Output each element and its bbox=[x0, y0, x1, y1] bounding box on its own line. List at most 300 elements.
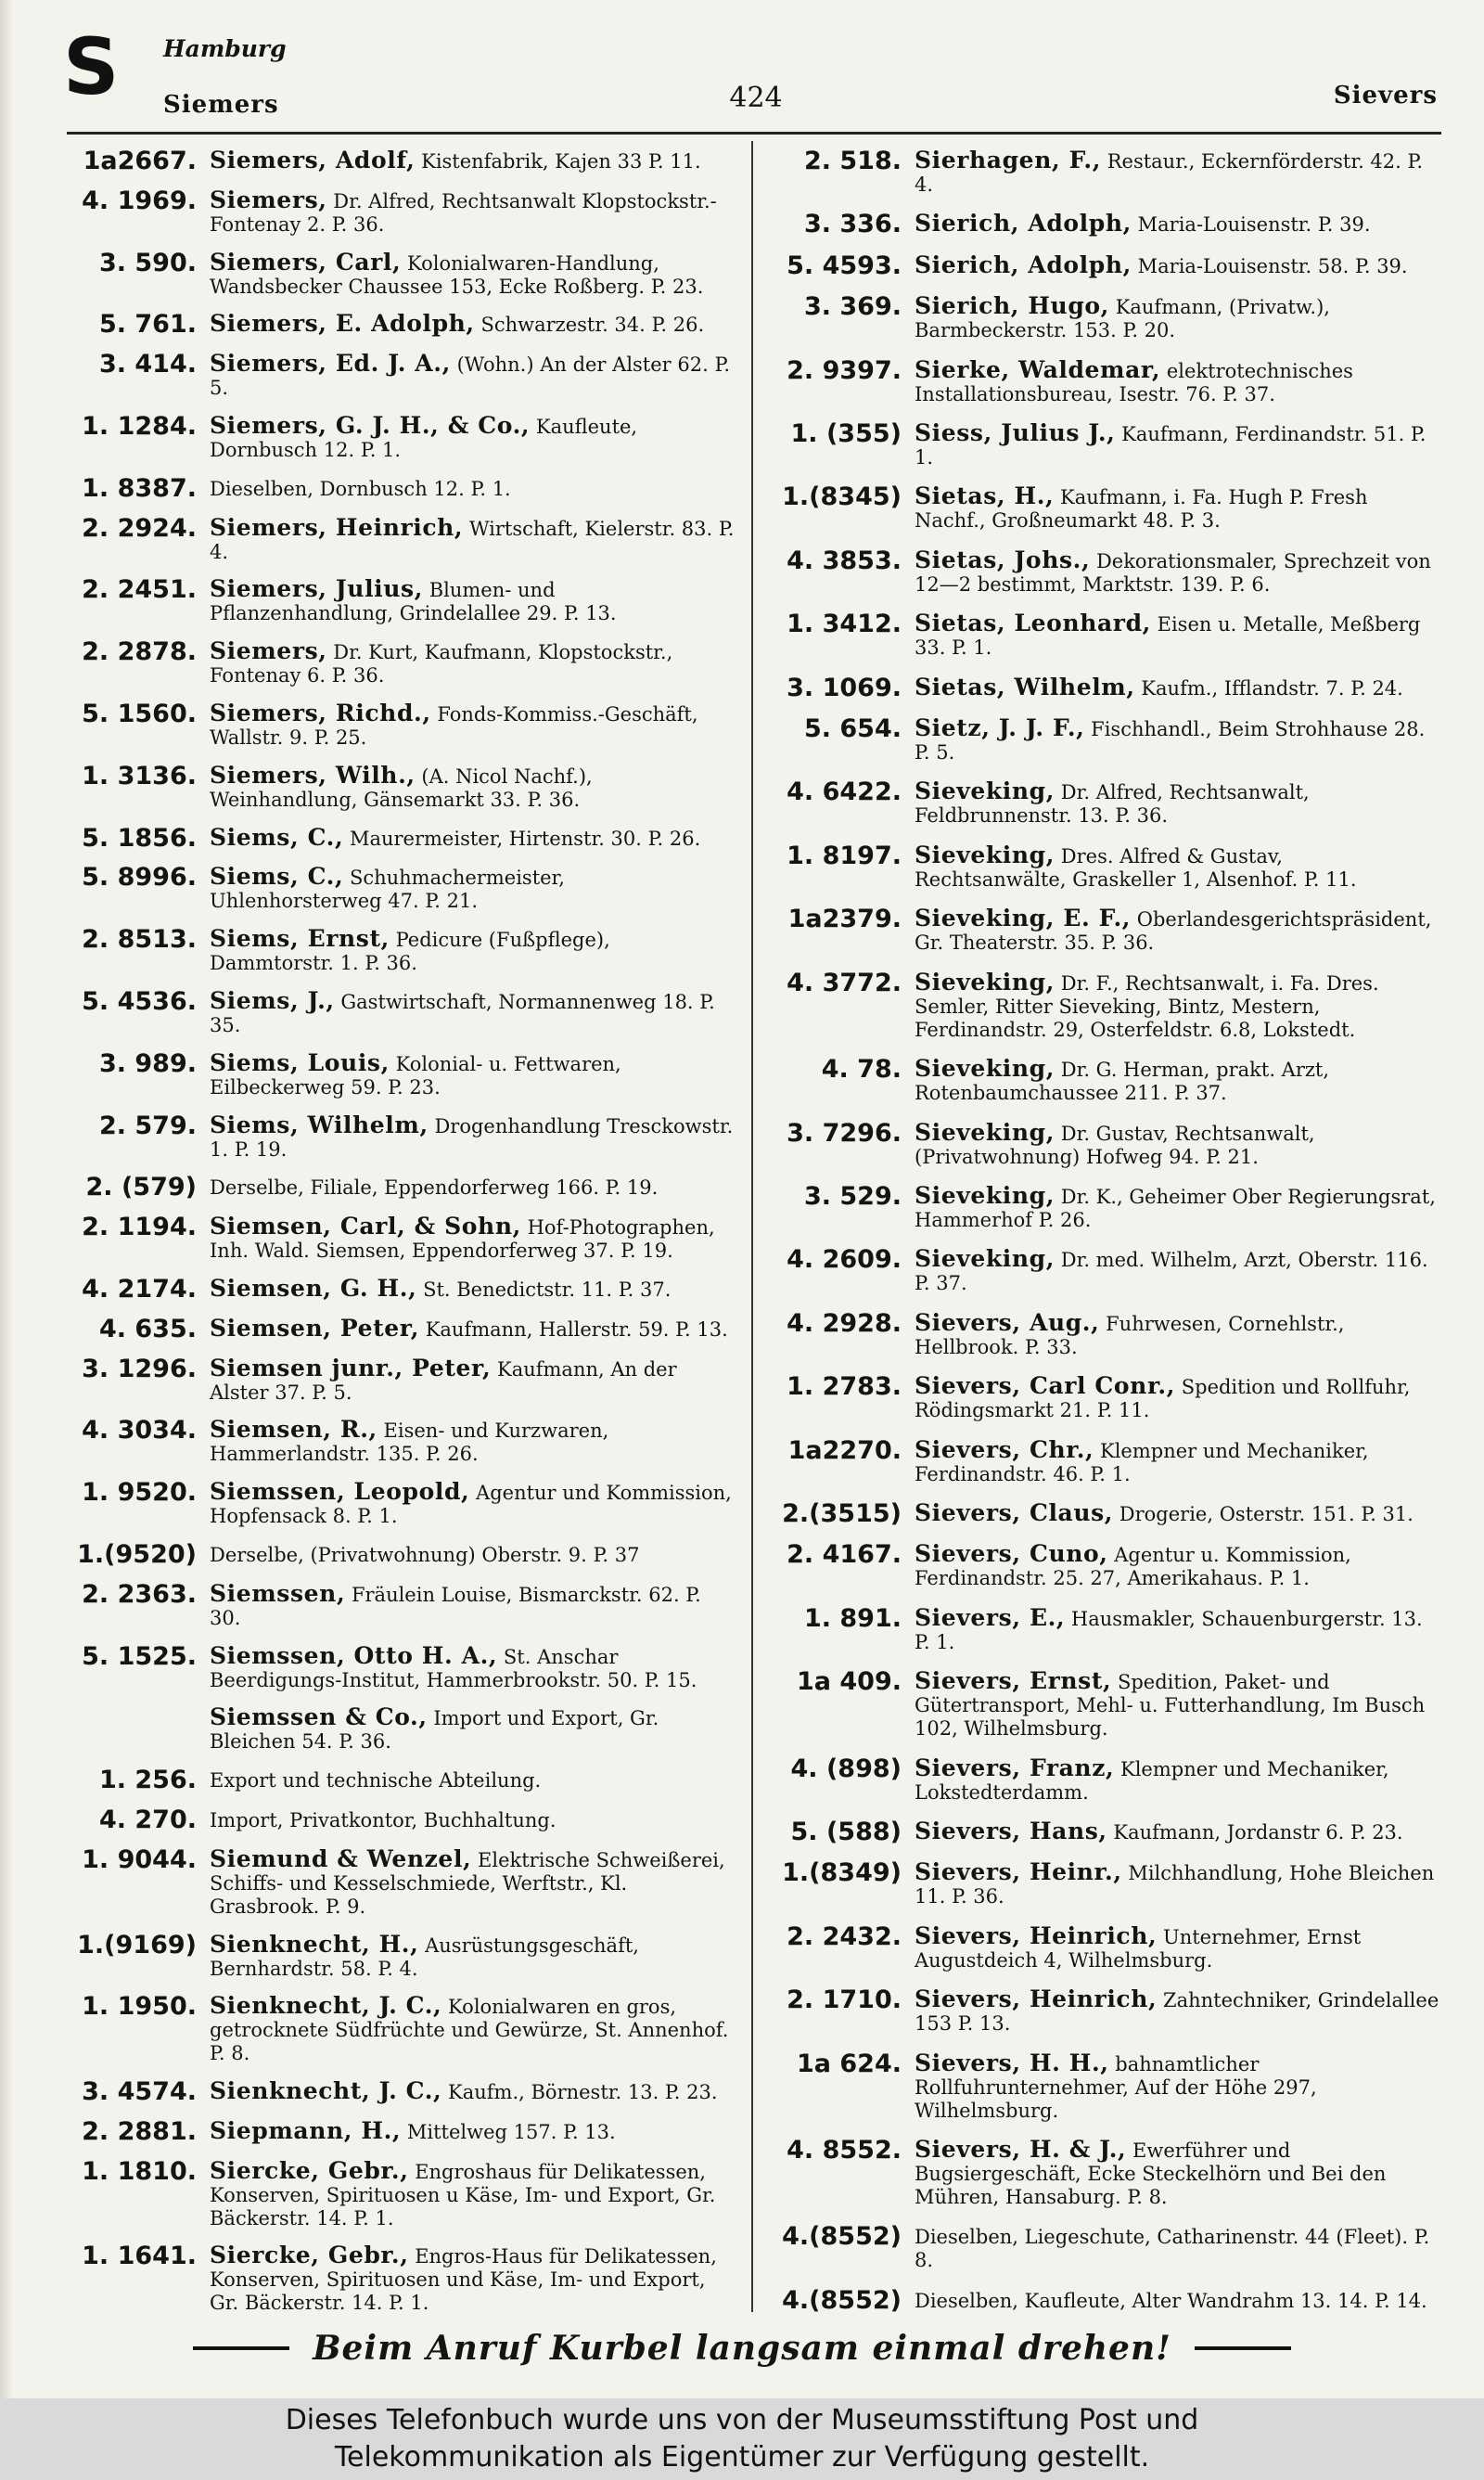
entry-text bbox=[915, 611, 1439, 660]
directory-entry bbox=[772, 414, 1439, 477]
subscriber-name: Sievers, Heinrich, bbox=[915, 1985, 1158, 2013]
subscriber-detail: Kaufmann, Ferdinandstr. 51. P. 1. bbox=[915, 423, 1426, 469]
phone-number: 4. 1969. bbox=[82, 186, 197, 215]
phone-number: 4. 2928. bbox=[787, 1308, 902, 1338]
city-title: Hamburg bbox=[163, 35, 287, 62]
entry-text bbox=[210, 1844, 735, 1919]
subscriber-detail: Hof-Photographen, Inh. Wald. Siemsen, Eppendorferweg 37. P. 19. bbox=[210, 1216, 715, 1263]
subscriber-detail: Kolonial- u. Fettwaren, Eilbeckerweg 59. P. 23. bbox=[210, 1052, 621, 1099]
subscriber-name: Siemsen, G. H., bbox=[210, 1274, 417, 1302]
phone-number: 3. 7296. bbox=[787, 1118, 902, 1148]
directory-entry bbox=[772, 2044, 1439, 2130]
directory-entry bbox=[67, 2236, 735, 2321]
subscriber-name: Siemund & Wenzel, bbox=[210, 1844, 472, 1872]
subscriber-name: Siems, Ernst, bbox=[210, 925, 390, 953]
entry-text bbox=[210, 476, 735, 501]
entry-text bbox=[210, 1930, 735, 1981]
subscriber-name: Sievers, H. & J., bbox=[915, 2136, 1127, 2163]
entry-text bbox=[915, 355, 1439, 406]
header-rule bbox=[67, 132, 1441, 135]
phone-number: 5. 8996. bbox=[82, 863, 197, 893]
directory-entry bbox=[772, 1535, 1439, 1598]
directory-entry bbox=[67, 1106, 735, 1168]
directory-entry bbox=[67, 2112, 735, 2152]
subscriber-name: Sievers, E., bbox=[915, 1603, 1066, 1631]
directory-entry bbox=[772, 2217, 1439, 2280]
phone-number: 2. 1194. bbox=[82, 1213, 197, 1242]
subscriber-detail: Eisen u. Metalle, Meßberg 33. P. 1. bbox=[915, 613, 1421, 660]
directory-entry bbox=[772, 1367, 1439, 1430]
entry-text bbox=[915, 1819, 1439, 1844]
subscriber-detail: Wirtschaft, Kielerstr. 83. P. 4. bbox=[210, 517, 735, 563]
subscriber-detail: Kaufm., Ifflandstr. 7. P. 24. bbox=[1141, 676, 1403, 700]
subscriber-detail: Fischhandl., Beim Strohhause 28. P. 5. bbox=[915, 718, 1426, 765]
entry-text bbox=[210, 312, 735, 337]
directory-entry bbox=[67, 570, 735, 632]
entry-text bbox=[210, 2156, 735, 2230]
entry-text bbox=[210, 1274, 735, 1302]
phone-number: 4. 635. bbox=[98, 1314, 197, 1343]
column-divider bbox=[751, 141, 753, 2312]
directory-entry bbox=[772, 1494, 1439, 1535]
entry-text bbox=[210, 1048, 735, 1099]
subscriber-detail: Engroshaus für Delikatessen, Konserven, Spirituosen u Käse, Im- und Export, Gr. Bäckerstr. 14. P. 1. bbox=[210, 2160, 716, 2229]
entry-text bbox=[915, 294, 1439, 342]
subscriber-detail: Hausmakler, Schauenburgerstr. 13. P. 1. bbox=[915, 1607, 1423, 1653]
subscriber-detail: Kaufleute, Dornbusch 12. P. 1. bbox=[210, 415, 638, 461]
directory-entry bbox=[67, 1472, 735, 1535]
entry-text bbox=[210, 148, 735, 173]
phone-number: 2. 2878. bbox=[82, 637, 197, 667]
entry-text bbox=[915, 1308, 1439, 1359]
subscriber-name: Siemers, bbox=[210, 186, 327, 213]
first-entry-header: Siemers bbox=[163, 91, 279, 119]
subscriber-detail: Kaufmann, Jordanstr 6. P. 23. bbox=[1113, 1820, 1403, 1844]
subscriber-detail: Schuhmachermeister, Uhlenhorsterweg 47. P. 21. bbox=[210, 867, 565, 913]
subscriber-detail: Drogerie, Osterstr. 151. P. 31. bbox=[1119, 1502, 1414, 1525]
phone-number: 3. 369. bbox=[803, 292, 902, 322]
phone-number: 2. 2363. bbox=[82, 1579, 197, 1609]
subscriber-name: Siercke, Gebr., bbox=[210, 2156, 409, 2184]
phone-number: 5. 4536. bbox=[82, 986, 197, 1016]
subscriber-detail: Spedition und Rollfuhr, Rödingsmarkt 21. P. 11. bbox=[915, 1376, 1411, 1422]
subscriber-detail: Spedition, Paket- und Gütertransport, Mehl- u. Futterhandlung, Im Busch 102, Wilhelmsburg. bbox=[915, 1671, 1426, 1741]
subscriber-name: Siemers, bbox=[210, 637, 327, 665]
entry-text bbox=[915, 1860, 1439, 1908]
directory-entry bbox=[772, 1304, 1439, 1367]
phone-number: 3. 336. bbox=[803, 210, 902, 239]
entry-text bbox=[915, 1756, 1439, 1805]
entry-text bbox=[915, 1247, 1439, 1295]
directory-entry bbox=[67, 1760, 735, 1800]
phone-number: 4. 6422. bbox=[787, 777, 902, 807]
directory-entry bbox=[772, 477, 1439, 540]
subscriber-detail: Dieselben, Dornbusch 12. P. 1. bbox=[210, 477, 511, 500]
entry-text bbox=[210, 639, 735, 687]
entry-text bbox=[915, 843, 1439, 892]
entry-text bbox=[210, 1175, 735, 1200]
directory-entry bbox=[67, 344, 735, 406]
phone-number: 1. 8197. bbox=[787, 841, 902, 870]
phone-number: 2. 518. bbox=[803, 147, 902, 175]
directory-entry bbox=[67, 919, 735, 982]
slogan-rule-left bbox=[193, 2346, 289, 2350]
directory-entry bbox=[772, 1113, 1439, 1176]
directory-entry bbox=[67, 1925, 735, 1987]
entry-text bbox=[210, 1113, 735, 1162]
subscriber-detail: (Wohn.) An der Alster 62. P. 5. bbox=[210, 353, 731, 400]
directory-entry bbox=[67, 1986, 735, 2072]
entry-text bbox=[210, 2243, 735, 2315]
entry-text bbox=[210, 865, 735, 913]
entry-text bbox=[210, 352, 735, 400]
directory-entry bbox=[67, 1349, 735, 1411]
subscriber-name: Siemsen, R., bbox=[210, 1416, 377, 1444]
subscriber-detail: Kaufmann, (Privatw.), Barmbeckerstr. 153. P. 20. bbox=[915, 296, 1330, 342]
phone-number: 4. 8552. bbox=[787, 2136, 902, 2165]
subscriber-detail: Kolonialwaren en gros, getrocknete Südfrüchte und Gewürze, St. Annenhof. P. 8. bbox=[210, 1996, 729, 2065]
entry-text bbox=[915, 1542, 1439, 1590]
subscriber-name: Sierke, Waldemar, bbox=[915, 355, 1161, 383]
phone-number: 1. 256. bbox=[98, 1766, 197, 1795]
phone-number: 5. 4593. bbox=[787, 251, 902, 280]
directory-entry bbox=[67, 2152, 735, 2237]
directory-entry bbox=[67, 1044, 735, 1106]
phone-number: 4. (898) bbox=[790, 1754, 902, 1783]
entry-text bbox=[210, 1356, 735, 1405]
subscriber-detail: Klempner und Mechaniker, Lokstedterdamm. bbox=[915, 1757, 1389, 1804]
subscriber-name: Sieveking, bbox=[915, 1055, 1055, 1083]
entry-text bbox=[210, 188, 735, 237]
subscriber-detail: Klempner und Mechaniker, Ferdinandstr. 46. P. 1. bbox=[915, 1439, 1369, 1485]
subscriber-name: Sienknecht, H., bbox=[210, 1930, 419, 1958]
subscriber-name: Sievers, Claus, bbox=[915, 1498, 1114, 1526]
directory-entry bbox=[772, 899, 1439, 962]
phone-number: 1a2270. bbox=[787, 1435, 902, 1465]
directory-entry bbox=[772, 836, 1439, 899]
entry-text bbox=[915, 716, 1439, 765]
subscriber-detail: Derselbe, Filiale, Eppendorferweg 166. P. 19. bbox=[210, 1176, 659, 1200]
phone-number: 1. 3136. bbox=[82, 761, 197, 790]
entry-text bbox=[915, 2224, 1439, 2272]
phone-number: 1a2379. bbox=[787, 905, 902, 934]
subscriber-detail: Fonds-Kommiss.-Geschäft, Wallstr. 9. P. 25. bbox=[210, 702, 698, 749]
subscriber-name: Sierich, Adolph, bbox=[915, 210, 1132, 238]
subscriber-detail: Import, Privatkontor, Buchhaltung. bbox=[210, 1808, 556, 1831]
entry-text bbox=[915, 2288, 1439, 2313]
subscriber-detail: Fräulein Louise, Bismarckstr. 62. P. 30. bbox=[210, 1583, 701, 1629]
subscriber-name: Sierhagen, F., bbox=[915, 147, 1102, 173]
entry-text bbox=[915, 2138, 1439, 2209]
subscriber-detail: Dr. med. Wilhelm, Arzt, Oberstr. 116. P. 37. bbox=[915, 1249, 1428, 1295]
directory-entry bbox=[67, 857, 735, 919]
subscriber-name: Siems, Louis, bbox=[210, 1048, 390, 1076]
subscriber-detail: Dr. Gustav, Rechtsanwalt, (Privatwohnung) Hofweg 94. P. 21. bbox=[915, 1122, 1315, 1168]
entry-text bbox=[210, 2116, 735, 2144]
phone-number: 5. (588) bbox=[790, 1817, 902, 1846]
entry-text bbox=[915, 484, 1439, 533]
directory-entry bbox=[772, 2281, 1439, 2321]
phone-number: 3. 1069. bbox=[787, 673, 902, 702]
directory-entry bbox=[67, 1309, 735, 1349]
directory-entry bbox=[67, 1410, 735, 1472]
subscriber-name: Siemers, Adolf, bbox=[210, 147, 416, 173]
directory-entry bbox=[67, 2072, 735, 2112]
subscriber-name: Sienknecht, J. C., bbox=[210, 1992, 442, 2020]
subscriber-detail: St. Anschar Beerdigungs-Institut, Hammerbrookstr. 50. P. 15. bbox=[210, 1645, 697, 1691]
subscriber-detail: (A. Nicol Nachf.), Weinhandlung, Gänsemarkt 33. P. 36. bbox=[210, 765, 593, 811]
directory-entry bbox=[772, 604, 1439, 667]
phone-number: 2. 579. bbox=[98, 1111, 197, 1140]
phone-number: 1.(9520) bbox=[77, 1539, 197, 1569]
directory-entry bbox=[67, 1269, 735, 1309]
ownership-note-line-1: Dieses Telefonbuch wurde uns von der Museumsstiftung Post und bbox=[285, 2404, 1199, 2436]
subscriber-detail: Drogenhandlung Tresckowstr. 1. P. 19. bbox=[210, 1114, 734, 1161]
phone-number: 3. 529. bbox=[803, 1181, 902, 1211]
subscriber-detail: Kaufmann, i. Fa. Hugh P. Fresh Nachf., Großneumarkt 48. P. 3. bbox=[915, 486, 1368, 533]
directory-entry bbox=[67, 243, 735, 305]
directory-entry bbox=[67, 304, 735, 344]
subscriber-detail: Kistenfabrik, Kajen 33 P. 11. bbox=[421, 150, 701, 173]
phone-number: 2. 9397. bbox=[787, 355, 902, 385]
subscriber-name: Sievers, Franz, bbox=[915, 1754, 1115, 1781]
phone-number: 3. 1296. bbox=[82, 1354, 197, 1383]
entry-text bbox=[210, 1480, 735, 1528]
subscriber-detail: Agentur u. Kommission, Ferdinandstr. 25. 27, Amerikahaus. P. 1. bbox=[915, 1544, 1351, 1590]
subscriber-detail: Zahntechniker, Grindelallee 153 P. 13. bbox=[915, 1989, 1439, 2036]
phone-number: 4. 3772. bbox=[787, 968, 902, 997]
subscriber-name: Siems, C., bbox=[210, 863, 344, 891]
subscriber-name: Sievers, Hans, bbox=[915, 1817, 1107, 1844]
entry-text bbox=[915, 2051, 1439, 2123]
slogan-rule-right bbox=[1195, 2346, 1291, 2350]
phone-number: 1. 1810. bbox=[82, 2156, 197, 2186]
phone-number: 4. 270. bbox=[98, 1805, 197, 1834]
phone-number: 3. 590. bbox=[98, 248, 197, 277]
entry-text bbox=[210, 248, 735, 299]
subscriber-detail: Agentur und Kommission, Hopfensack 8. P. 1. bbox=[210, 1482, 732, 1528]
subscriber-detail: elektrotechnisches Installationsbureau, Isestr. 76. P. 37. bbox=[915, 359, 1353, 405]
entry-text bbox=[915, 1987, 1439, 2036]
entry-text bbox=[210, 927, 735, 975]
subscriber-detail: Dres. Alfred & Gustav, Rechtsanwälte, Graskeller 1, Alsenhof. P. 11. bbox=[915, 844, 1357, 891]
phone-number: 5. 1560. bbox=[82, 699, 197, 728]
directory-entry bbox=[67, 406, 735, 469]
entry-text bbox=[915, 1181, 1439, 1232]
directory-entry bbox=[67, 1698, 735, 1760]
directory-entry bbox=[772, 287, 1439, 350]
subscriber-detail: Dr. Alfred, Rechtsanwalt Klopstockstr.-Fontenay 2. P. 36. bbox=[210, 189, 717, 236]
phone-number: 4. 2609. bbox=[787, 1245, 902, 1275]
subscriber-detail: Gastwirtschaft, Normannenweg 18. P. 35. bbox=[210, 990, 715, 1036]
subscriber-name: Sievers, Heinr., bbox=[915, 1858, 1122, 1886]
subscriber-detail: St. Benedictstr. 11. P. 37. bbox=[423, 1278, 672, 1301]
phone-number: 1. 891. bbox=[803, 1603, 902, 1633]
entry-text bbox=[210, 577, 735, 625]
phone-number: 2.(3515) bbox=[782, 1498, 902, 1528]
phone-number: 5. 654. bbox=[803, 714, 902, 744]
subscriber-name: Sierich, Hugo, bbox=[915, 292, 1109, 320]
phone-number: 2. 2432. bbox=[787, 1921, 902, 1951]
directory-entry bbox=[772, 2130, 1439, 2217]
subscriber-name: Sieveking, bbox=[915, 1181, 1055, 1209]
subscriber-detail: Maria-Louisenstr. 58. P. 39. bbox=[1137, 254, 1408, 277]
entry-text bbox=[210, 761, 735, 812]
entry-text bbox=[210, 1314, 735, 1342]
entry-text bbox=[915, 779, 1439, 828]
subscriber-detail: Fuhrwesen, Cornehlstr., Hellbrook. P. 33. bbox=[915, 1312, 1345, 1358]
subscriber-name: Sieveking, bbox=[915, 1118, 1055, 1146]
entry-text bbox=[210, 513, 735, 564]
directory-entry bbox=[772, 963, 1439, 1049]
entry-text bbox=[915, 548, 1439, 597]
directory-entry bbox=[67, 1574, 735, 1637]
subscriber-detail: Mittelweg 157. P. 13. bbox=[406, 2120, 616, 2143]
directory-entry bbox=[67, 469, 735, 508]
entry-text bbox=[210, 1994, 735, 2065]
phone-number: 1.(8345) bbox=[782, 482, 902, 512]
subscriber-name: Siemers, E. Adolph, bbox=[210, 310, 475, 338]
entry-text bbox=[210, 2079, 735, 2104]
subscriber-name: Sievers, Aug., bbox=[915, 1308, 1100, 1336]
subscriber-detail: Ewerführer und Bugsiergeschäft, Ecke Steckelhörn und Bei den Mühren, Hansaburg. P. 8. bbox=[915, 2139, 1387, 2208]
entry-text bbox=[210, 1807, 735, 1832]
page-number: 424 bbox=[729, 82, 783, 114]
directory-entry bbox=[67, 1637, 735, 1699]
directory-entry bbox=[67, 1167, 735, 1207]
subscriber-detail: Pedicure (Fußpflege), Dammtorstr. 1. P. 36. bbox=[210, 929, 610, 975]
subscriber-detail: Dekorationsmaler, Sprechzeit von 12—2 bestimmt, Marktstr. 139. P. 6. bbox=[915, 549, 1431, 596]
entry-text bbox=[915, 1669, 1439, 1741]
entry-text bbox=[915, 1921, 1439, 1972]
subscriber-name: Siemsen junr., Peter, bbox=[210, 1354, 492, 1381]
directory-entry bbox=[772, 351, 1439, 414]
entry-text bbox=[915, 1057, 1439, 1105]
directory-entry bbox=[772, 1240, 1439, 1303]
directory-entry bbox=[772, 1176, 1439, 1240]
last-entry-header: Sievers bbox=[1333, 82, 1438, 109]
subscriber-detail: Eisen- und Kurzwaren, Hammerlandstr. 135. P. 26. bbox=[210, 1420, 609, 1466]
directory-entry bbox=[67, 1800, 735, 1840]
directory-entry bbox=[67, 1840, 735, 1925]
directory-entry bbox=[67, 1207, 735, 1269]
phone-number: 5. 1525. bbox=[82, 1641, 197, 1671]
subscriber-detail: Dr. Alfred, Rechtsanwalt, Feldbrunnenstr. 13. P. 36. bbox=[915, 781, 1310, 828]
phone-number: 4. 3853. bbox=[787, 546, 902, 575]
subscriber-detail: Import und Export, Gr. Bleichen 54. P. 36. bbox=[210, 1707, 659, 1754]
subscriber-name: Sienknecht, J. C., bbox=[210, 2077, 442, 2105]
subscriber-name: Sietas, Johs., bbox=[915, 546, 1091, 573]
directory-entry bbox=[772, 1812, 1439, 1853]
subscriber-detail: Dr. G. Herman, prakt. Arzt, Rotenbaumchaussee 211. P. 37. bbox=[915, 1059, 1330, 1105]
phone-number: 4. 78. bbox=[821, 1055, 902, 1085]
subscriber-detail: Elektrische Schweißerei, Schiffs- und Kesselschmiede, Werftstr., Kl. Grasbrook. P. 9. bbox=[210, 1848, 725, 1918]
directory-entry bbox=[67, 756, 735, 818]
subscriber-name: Siemers, Heinrich, bbox=[210, 513, 464, 541]
subscriber-name: Siemsen, Carl, & Sohn, bbox=[210, 1213, 521, 1240]
entry-text bbox=[915, 1498, 1439, 1526]
subscriber-detail: Milchhandlung, Hohe Bleichen 11. P. 36. bbox=[915, 1862, 1435, 1908]
entry-text bbox=[210, 823, 735, 851]
entry-text bbox=[915, 253, 1439, 278]
phone-number: 4. 3034. bbox=[82, 1416, 197, 1446]
subscriber-name: Sietz, J. J. F., bbox=[915, 714, 1085, 742]
directory-entry bbox=[772, 709, 1439, 772]
subscriber-detail: Kaufmann, An der Alster 37. P. 5. bbox=[210, 1357, 677, 1404]
phone-number: 1. 9520. bbox=[82, 1478, 197, 1508]
entry-text bbox=[210, 986, 735, 1037]
entry-text bbox=[210, 1767, 735, 1793]
phone-number: 1. 9044. bbox=[82, 1844, 197, 1874]
subscriber-name: Siemssen, Leopold, bbox=[210, 1478, 470, 1506]
subscriber-detail: Dieselben, Kaufleute, Alter Wandrahm 13. 14. P. 14. bbox=[915, 2289, 1427, 2312]
phone-number: 3. 4574. bbox=[82, 2077, 197, 2107]
phone-number: 4. 2174. bbox=[82, 1274, 197, 1304]
subscriber-name: Siemers, Wilh., bbox=[210, 761, 416, 789]
subscriber-name: Siemers, Carl, bbox=[210, 248, 402, 276]
entry-text bbox=[210, 1641, 735, 1692]
subscriber-name: Siemssen & Co., bbox=[210, 1703, 428, 1731]
directory-entry bbox=[67, 632, 735, 694]
subscriber-name: Siemssen, Otto H. A., bbox=[210, 1641, 498, 1669]
directory-entry bbox=[772, 141, 1439, 204]
phone-number: 1. 3412. bbox=[787, 610, 902, 639]
subscriber-name: Sievers, Chr., bbox=[915, 1435, 1094, 1463]
directory-entry bbox=[772, 1049, 1439, 1112]
subscriber-detail: Kaufm., Börnestr. 13. P. 23. bbox=[448, 2081, 718, 2104]
subscriber-detail: Restaur., Eckernförderstr. 42. P. 4. bbox=[915, 150, 1424, 196]
phone-number: 1.(8349) bbox=[782, 1858, 902, 1888]
entry-text bbox=[915, 1603, 1439, 1654]
directory-entry bbox=[67, 1535, 735, 1574]
subscriber-detail: Oberlandesgerichtspräsident, Gr. Theaterstr. 35. P. 36. bbox=[915, 908, 1432, 955]
subscriber-name: Sieveking, bbox=[915, 968, 1055, 996]
phone-number: 2. (579) bbox=[85, 1173, 197, 1202]
subscriber-name: Sievers, Carl Conr., bbox=[915, 1372, 1176, 1400]
subscriber-name: Sievers, Heinrich, bbox=[915, 1921, 1158, 1949]
entry-text bbox=[210, 411, 735, 462]
subscriber-detail: Blumen- und Pflanzenhandlung, Grindelallee 29. P. 13. bbox=[210, 579, 617, 625]
directory-entry bbox=[67, 181, 735, 243]
subscriber-detail: Schwarzestr. 34. P. 26. bbox=[480, 314, 705, 337]
subscriber-detail: Engros-Haus für Delikatessen, Konserven, Spirituosen und Käse, Im- und Export, Gr. Bäckerstr. 14. P. 1. bbox=[210, 2245, 717, 2315]
phone-number: 2. 4167. bbox=[787, 1540, 902, 1570]
phone-number: 5. 761. bbox=[98, 310, 197, 340]
directory-entry bbox=[772, 1980, 1439, 2043]
phone-number: 4.(8552) bbox=[782, 2285, 902, 2315]
ownership-note bbox=[0, 2398, 1484, 2480]
phone-number: 5. 1856. bbox=[82, 823, 197, 853]
phone-number: 1a 409. bbox=[796, 1667, 902, 1697]
subscriber-detail: Maurermeister, Hirtenstr. 30. P. 26. bbox=[349, 827, 701, 850]
subscriber-name: Siemers, Julius, bbox=[210, 575, 424, 603]
phone-number: 2. 2451. bbox=[82, 575, 197, 605]
directory-entry bbox=[772, 1853, 1439, 1916]
directory-entry bbox=[772, 772, 1439, 835]
entry-text bbox=[210, 1214, 735, 1263]
entry-text bbox=[915, 421, 1439, 469]
entry-text bbox=[915, 212, 1439, 237]
subscriber-name: Siems, Wilhelm, bbox=[210, 1111, 429, 1138]
phone-number: 3. 989. bbox=[98, 1048, 197, 1078]
phone-number: 1. (355) bbox=[790, 419, 902, 449]
subscriber-detail: Unternehmer, Ernst Augustdeich 4, Wilhelmsburg. bbox=[915, 1925, 1362, 1972]
phone-number: 4.(8552) bbox=[782, 2222, 902, 2252]
phone-number: 1. 1284. bbox=[82, 411, 197, 441]
entry-text bbox=[210, 1705, 735, 1754]
phone-number: 2. 2881. bbox=[82, 2116, 197, 2146]
subscriber-detail: Export und technische Abteilung. bbox=[210, 1769, 542, 1793]
